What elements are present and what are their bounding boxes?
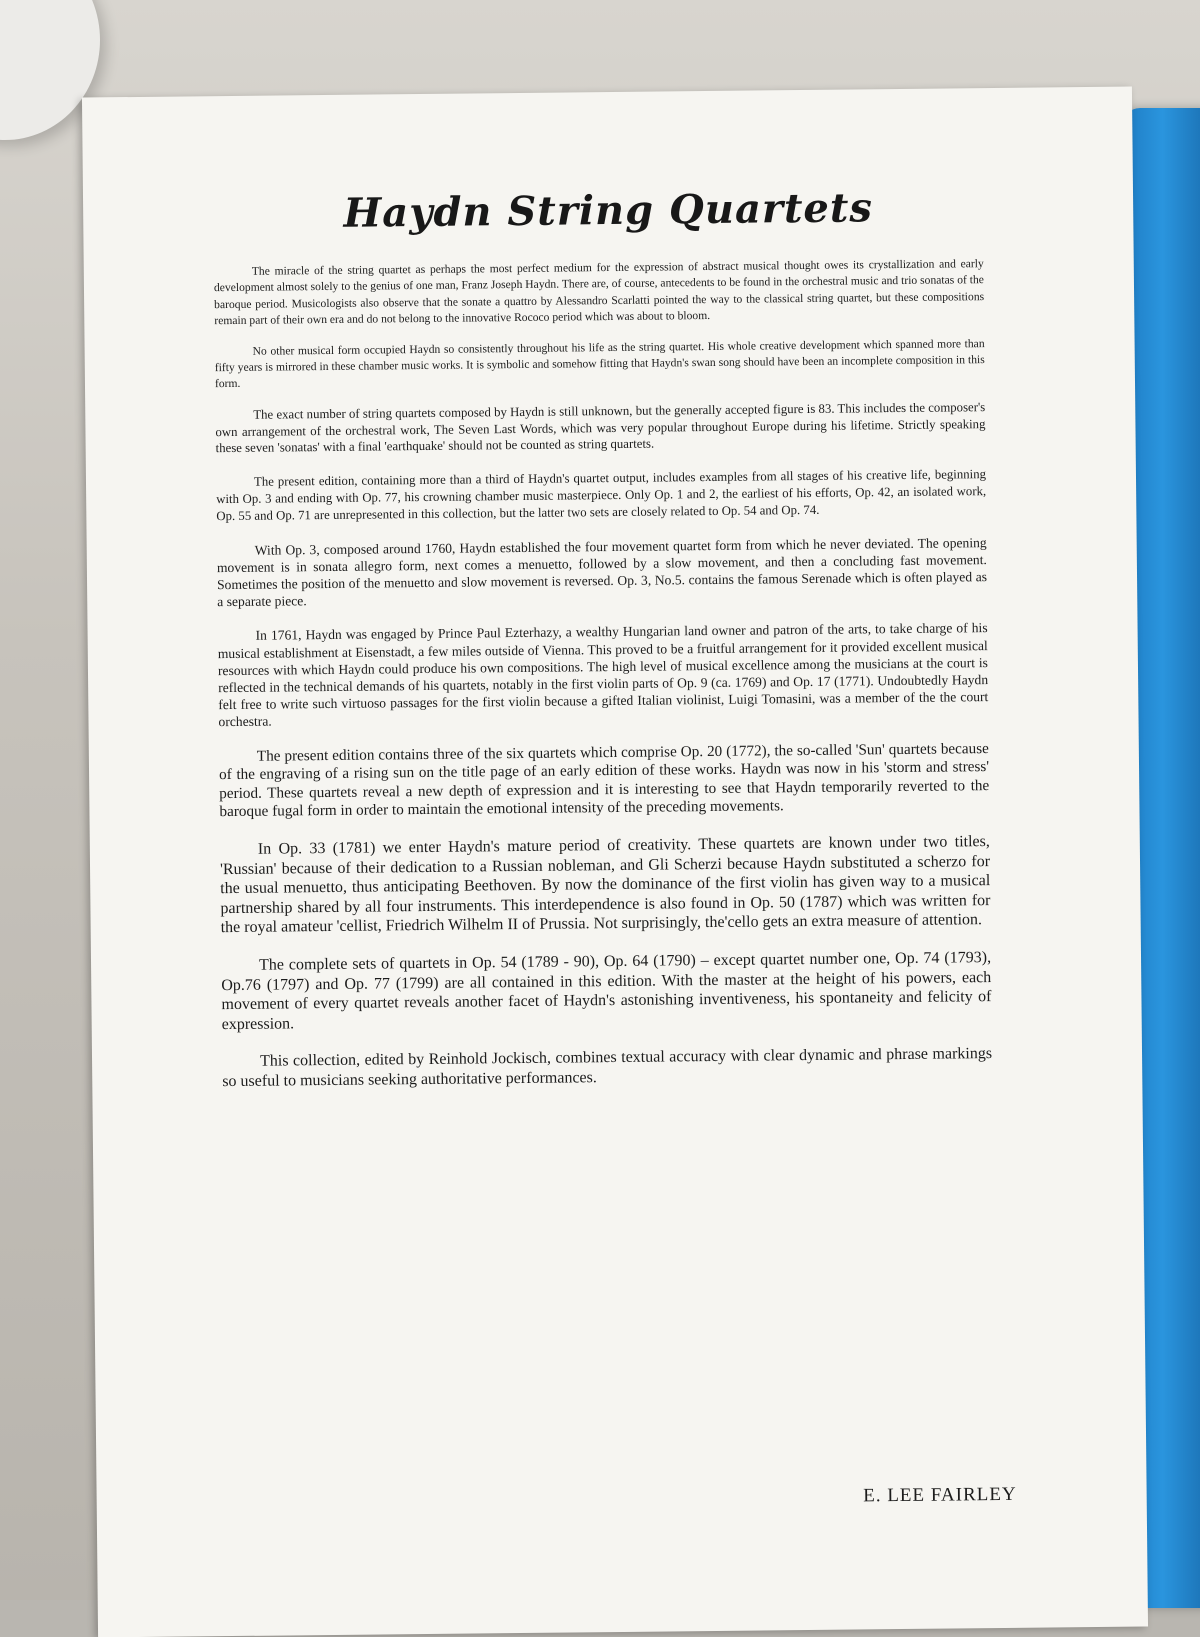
paragraph-2: No other musical form occupied Haydn so consistently throughout his life as the string quartet. His whole creative development which spanned more than fifty years is mirrored in these chamber music works. It is symbolic and somehow fitting that Haydn's swan song should have been an incomplete composition in this form. [214,336,985,391]
paragraph-7: The present edition contains three of the six quartets which comprise Op. 20 (1772), the so-called 'Sun' quartets because of the engraving of a rising sun on the title page of an early edition of these works. Haydn was now in his 'storm and stress' period. These quartets reveal a new depth of expression and it is interesting to see that Haydn temporarily reverted to the baroque fugal form in order to maintain the emotional intensity of the preceding movements. [218,739,990,821]
paragraph-10: This collection, edited by Reinhold Jockisch, combines textual accuracy with clear dynamic and phrase markings so useful to musicians seeking authoritative performances. [222,1045,993,1091]
paragraph-4: The present edition, containing more than a third of Haydn's quartet output, includes examples from all stages of his creative life, beginning with Op. 3 and ending with Op. 77, his crowning chamber music masterpiece. Only Op. 1 and 2, the earliest of his efforts, Op. 42, an isolated work, Op. 55 and Op. 71 are unrepresented in this collection, but the latter two sets are closely related to Op. 54 and Op. 74. [216,467,987,523]
paragraph-6: In 1761, Haydn was engaged by Prince Paul Ezterhazy, a wealthy Hungarian land owner and patron of the arts, to take charge of his musical establishment at Eisenstadt, a few miles outside of Vienna. This proved to be a fruitful arrangement for it provided excellent musical resources with which Haydn could produce his own compositions. The high level of musical excellence among the musicians at the court is reflected in the technical demands of his quartets, notably in the first violin parts of Op. 9 (ca. 1769) and Op. 17 (1771). Undoubtedly Haydn felt free to write such virtuoso passages for the first violin because a gifted Italian violinist, Luigi Tomasini, was a member of the the court orchestra. [217,620,989,730]
paragraph-1: The miracle of the string quartet as perhaps the most perfect medium for the expression of abstract musical thought owes its crystallization and early development almost solely to the genius of one man, Franz Joseph Haydn. There are, of course, antecedents to be found in the orchestral music and trio sonatas of the baroque period. Musicologists also observe that the sonate a quattro by Alessandro Scarlatti pointed the way to the classical string quartet, but these compositions remain part of their own era and do not belong to the innovative Rococo period which was about to bloom. [213,257,985,328]
body-text [214,256,993,1110]
document-page [82,87,1148,1637]
page-title: Haydn String Quartets [343,184,874,237]
author-signature: E. LEE FAIRLEY [863,1483,1017,1507]
paragraph-5: With Op. 3, composed around 1760, Haydn established the four movement quartet form from which he never deviated. The opening movement is in sonata allegro form, next comes a menuetto, followed by a slow movement, and then a concluding fast movement. Sometimes the position of the menuetto and slow movement is reversed. Op. 3, No.5. contains the famous Serenade which is often played as a separate piece. [216,534,988,610]
paragraph-8: In Op. 33 (1781) we enter Haydn's mature period of creativity. These quartets are known under two titles, 'Russian' because of their dedication to a Russian nobleman, and Gli Scherzi because Haydn substituted a scherzo for the usual menuetto, thus anticipating Beethoven. By now the dominance of the first violin has given way to a musical partnership shared by all four instruments. This interdependence is also found in Op. 50 (1787) which was written for the royal amateur 'cellist, Friedrich Wilhelm II of Prussia. Not surprisingly, the'cello gets an extra measure of attention. [219,833,991,937]
paragraph-3: The exact number of string quartets composed by Haydn is still unknown, but the generally accepted figure is 83. This includes the composer's own arrangement of the orchestral work, The Seven Last Words, which was very popular throughout Europe during his lifetime. Strictly speaking these seven 'sonatas' with a final 'earthquake' should not be counted as string quartets. [215,399,986,456]
paragraph-9: The complete sets of quartets in Op. 54 (1789 - 90), Op. 64 (1790) – except quartet number one, Op. 74 (1793), Op.76 (1797) and Op. 77 (1799) are all contained in this edition. With the master at the height of his powers, each movement of every quartet reveals another facet of Haydn's astonishing inventiveness, his spontaneity and felicity of expression. [221,949,992,1033]
